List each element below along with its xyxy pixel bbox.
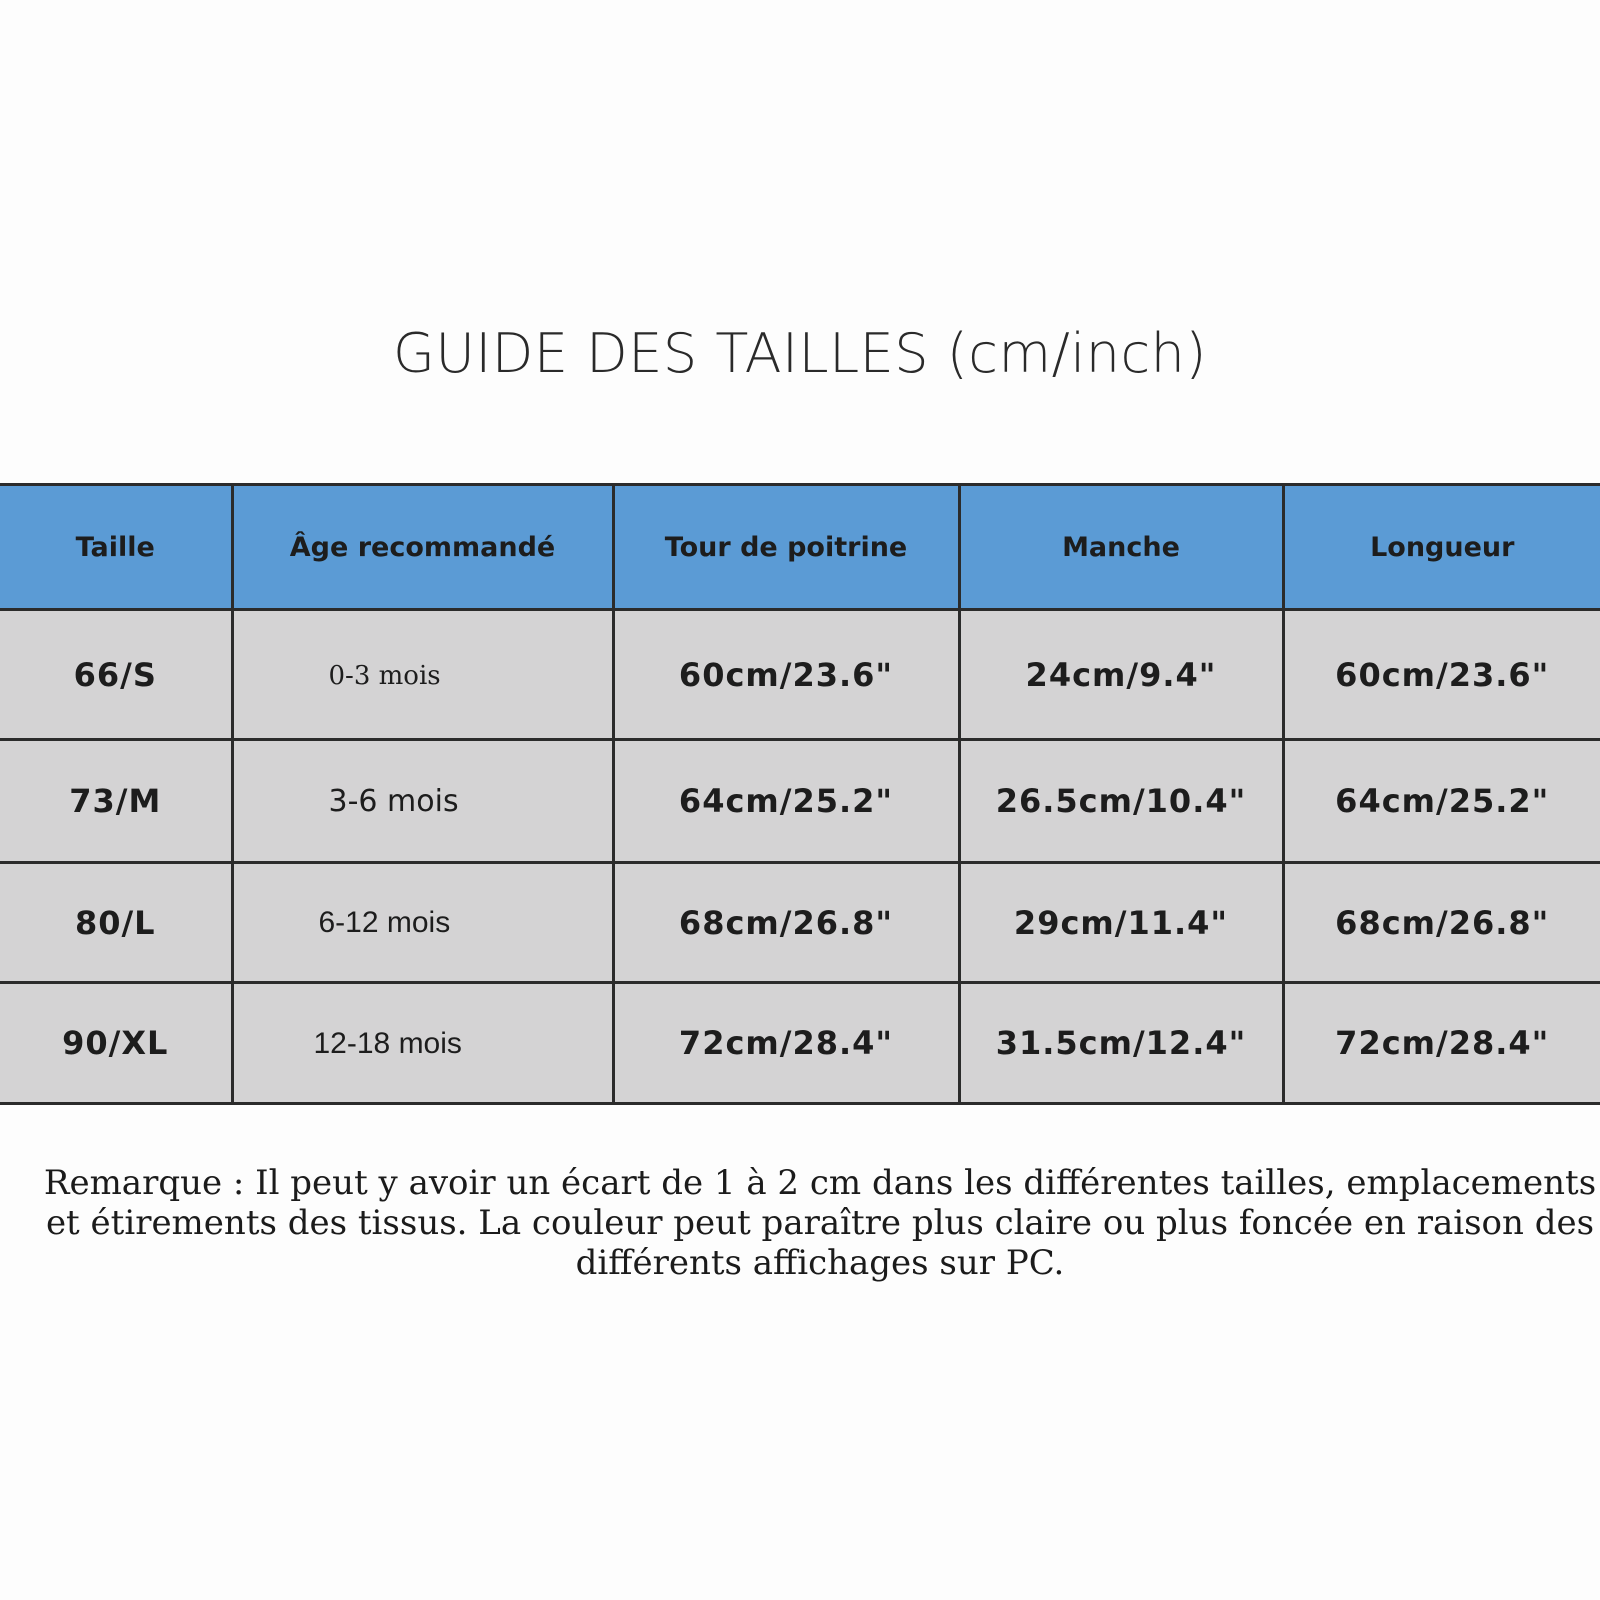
table-header-row — [0, 485, 1600, 610]
header-manche: Manche — [959, 485, 1283, 610]
header-tour-de-poitrine: Tour de poitrine — [613, 485, 959, 610]
header-age: Âge recommandé — [232, 485, 613, 610]
cell-chest: 60cm/23.6" — [613, 610, 959, 740]
cell-age — [232, 740, 613, 863]
cell-age — [232, 863, 613, 983]
cell-sleeve: 24cm/9.4" — [959, 610, 1283, 740]
header-taille: Taille — [0, 485, 232, 610]
cell-age-text: 0-3 mois — [328, 661, 441, 691]
cell-length: 60cm/23.6" — [1283, 610, 1600, 740]
header-longueur: Longueur — [1283, 485, 1600, 610]
cell-sleeve: 31.5cm/12.4" — [959, 983, 1283, 1104]
cell-length: 72cm/28.4" — [1283, 983, 1600, 1104]
cell-size: 90/XL — [0, 983, 232, 1104]
cell-size: 66/S — [0, 610, 232, 740]
cell-age-text: 3-6 mois — [328, 783, 459, 819]
cell-sleeve: 29cm/11.4" — [959, 863, 1283, 983]
page-title: GUIDE DES TAILLES (cm/inch) — [393, 322, 1207, 385]
cell-size: 73/M — [0, 740, 232, 863]
cell-size: 80/L — [0, 863, 232, 983]
cell-age — [232, 983, 613, 1104]
cell-chest: 68cm/26.8" — [613, 863, 959, 983]
table-row — [0, 863, 1600, 983]
cell-chest: 72cm/28.4" — [613, 983, 959, 1104]
cell-sleeve: 26.5cm/10.4" — [959, 740, 1283, 863]
cell-age — [232, 610, 613, 740]
cell-chest: 64cm/25.2" — [613, 740, 959, 863]
size-chart-table — [0, 483, 1600, 1105]
table-row — [0, 740, 1600, 863]
table-row — [0, 610, 1600, 740]
table-row — [0, 983, 1600, 1104]
cell-length: 68cm/26.8" — [1283, 863, 1600, 983]
cell-age-text: 6-12 mois — [318, 906, 451, 939]
remark-note: Remarque : Il peut y avoir un écart de 1 à 2 cm dans les différentes tailles, emplacements et étirements des tissus. La couleur peut paraître plus claire ou plus foncée en raison des différents affichages sur PC. — [43, 1163, 1597, 1283]
cell-age-text: 12-18 mois — [313, 1026, 462, 1060]
cell-length: 64cm/25.2" — [1283, 740, 1600, 863]
